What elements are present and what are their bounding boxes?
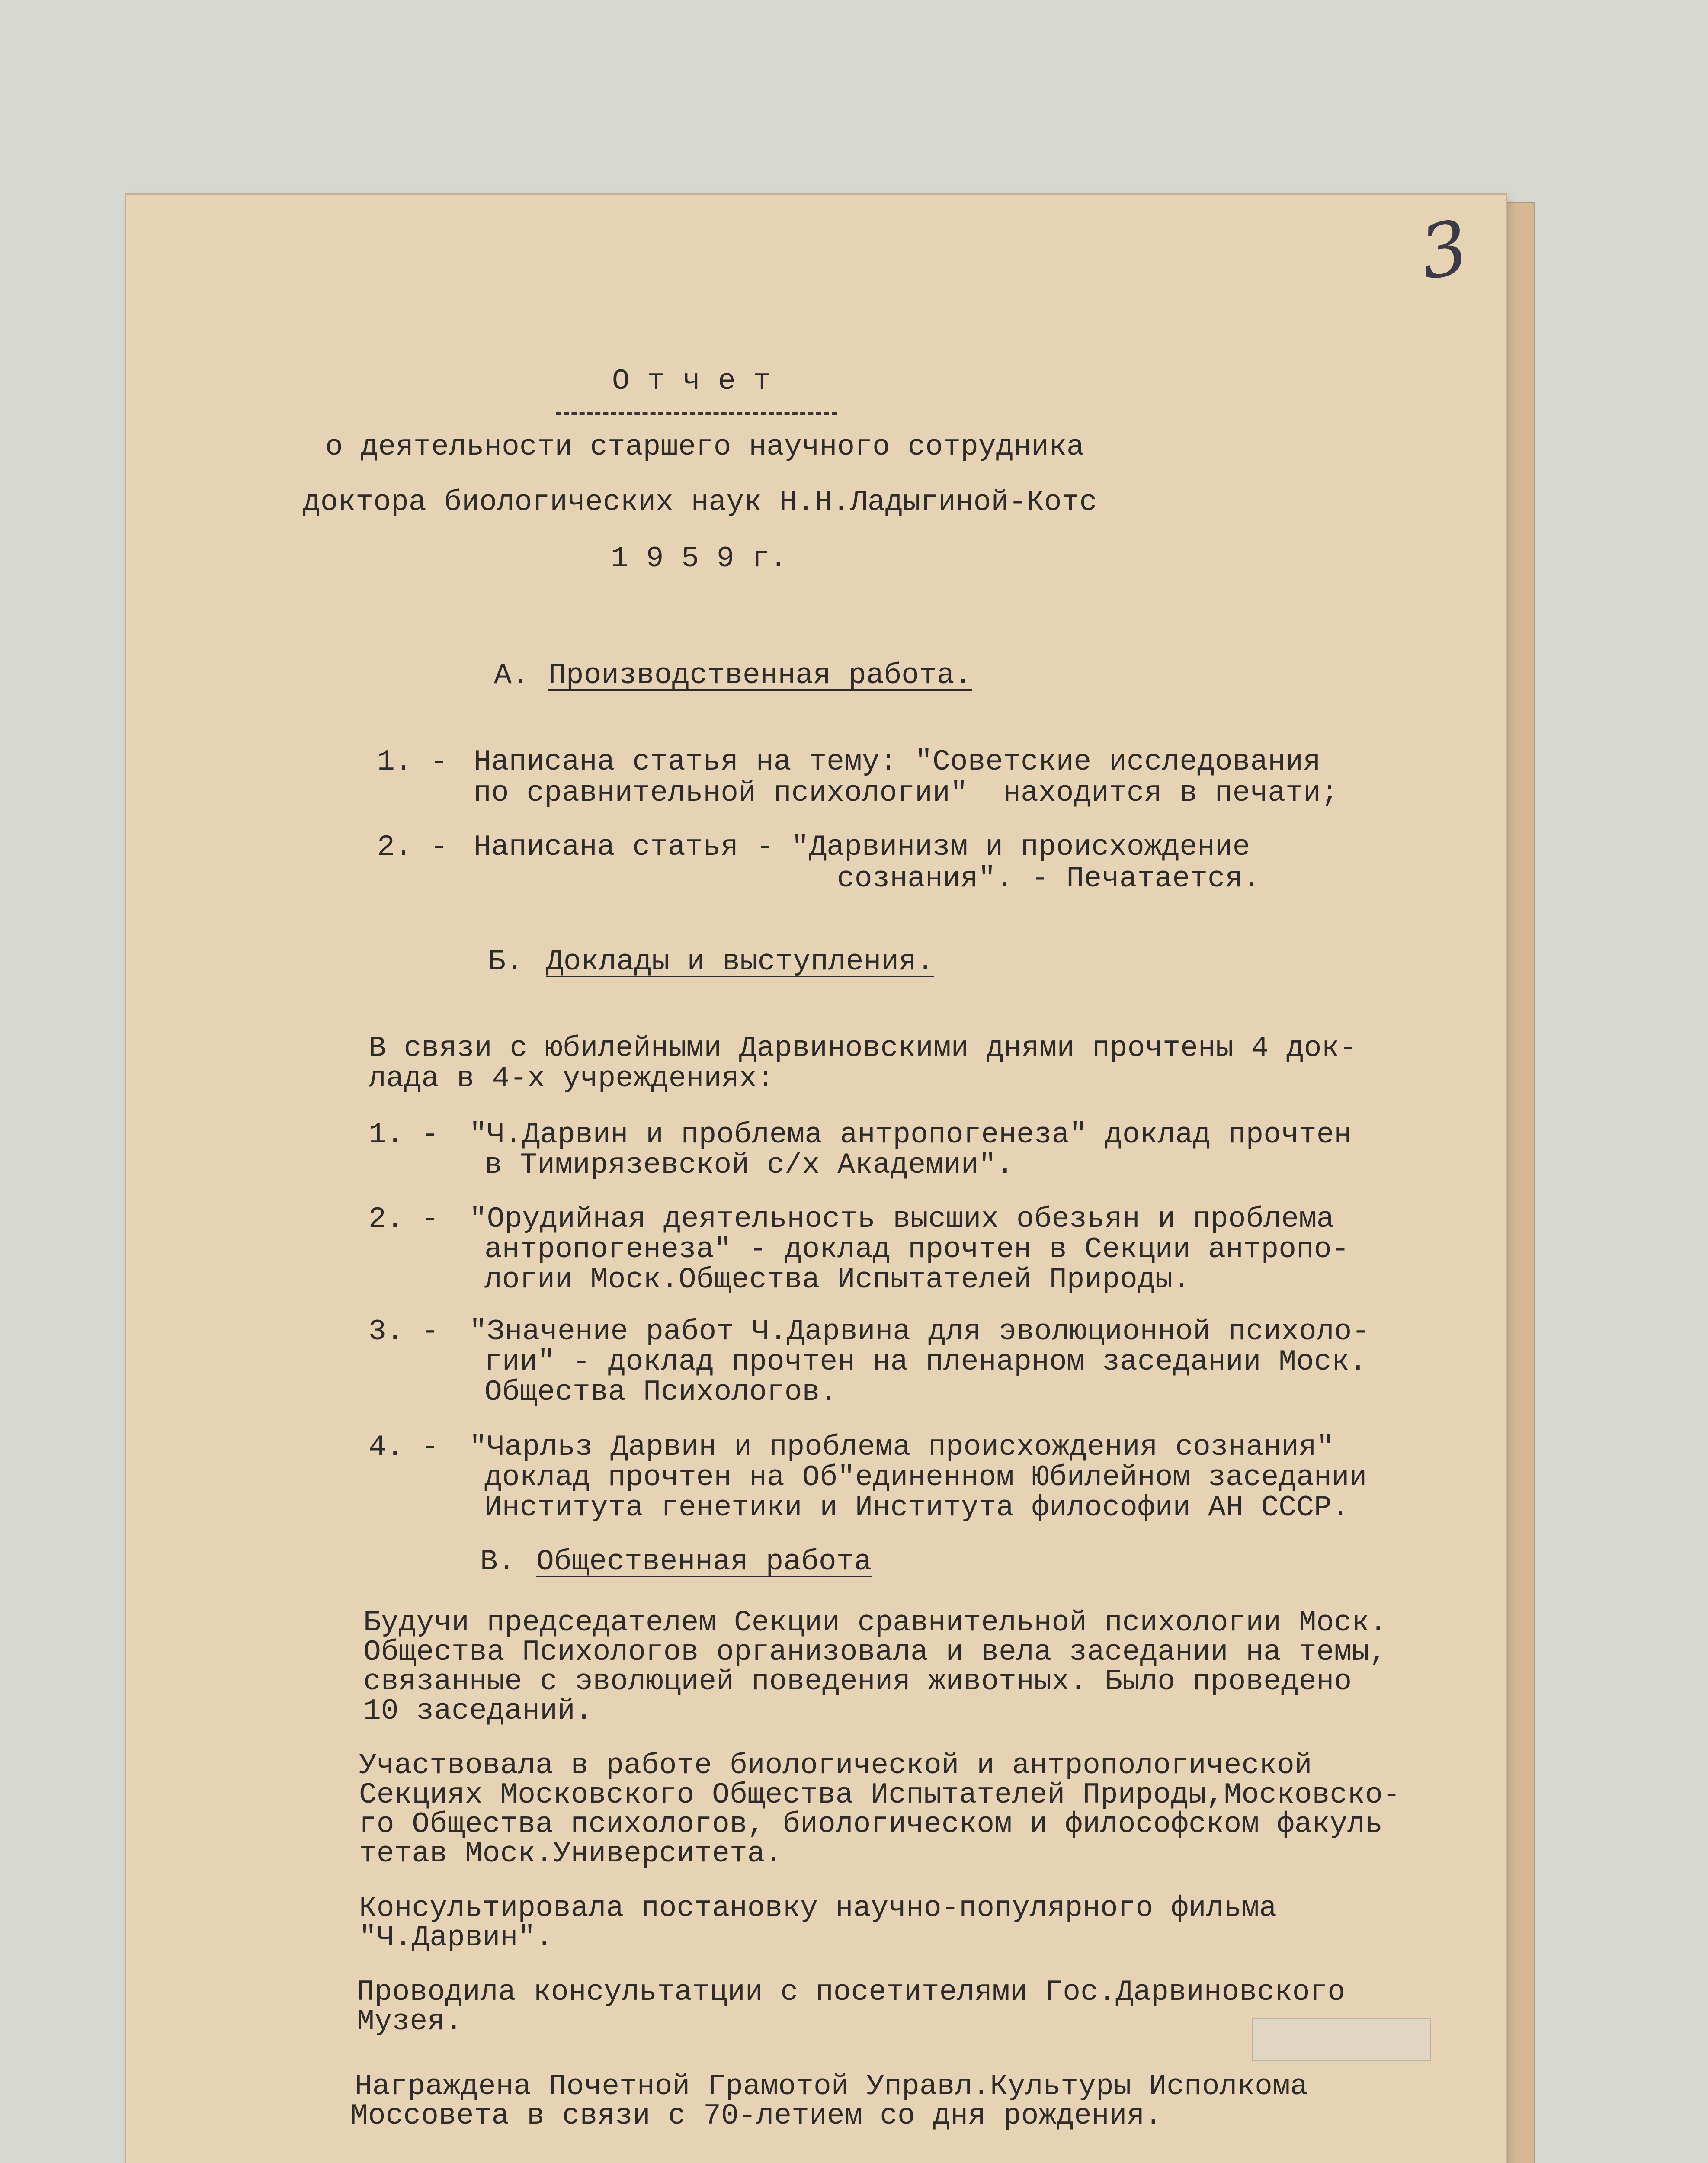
section-c-para-5-line-2: Моссовета в связи с 70-летием со дня рождения. <box>350 2099 1163 2133</box>
section-c-para-2-line-4: тетав Моск.Университета. <box>359 1837 783 1871</box>
section-b-item-4-line-1: "Чарльз Дарвин и проблема происхождения сознания" <box>469 1431 1334 1464</box>
section-b-item-3-line-2: гии" - доклад прочтен на пленарном заседании Моск. <box>484 1345 1367 1379</box>
section-a-item-1-line-2: по сравнительной психологии" находится в печати; <box>474 777 1339 810</box>
section-b-item-1-line-2: в Тимирязевской с/х Академии". <box>484 1149 1014 1182</box>
section-c-para-1-line-3: связанные с эволюцией поведения животных. Было проведено <box>363 1665 1352 1698</box>
section-b-item-4-line-3: Института генетики и Института философии АН СССР. <box>484 1491 1349 1524</box>
section-a-item-2-line-1: Написана статья - "Дарвинизм и происхождение <box>474 831 1250 864</box>
faded-archive-stamp <box>1252 2018 1431 2061</box>
section-b-item-3-number: 3. - <box>369 1315 439 1348</box>
section-b-item-2-line-1: "Орудийная деятельность высших обезьян и проблема <box>469 1203 1334 1236</box>
section-b-item-2-line-3: логии Моск.Общества Испытателей Природы. <box>484 1263 1191 1297</box>
section-b-item-4-line-2: доклад прочтен на Об"единенном Юбилейном заседании <box>484 1461 1367 1494</box>
document-title: О т ч е т <box>612 365 771 398</box>
section-b-item-3-line-3: Общества Психологов. <box>484 1376 838 1409</box>
section-b-item-1-line-1: "Ч.Дарвин и проблема антропогенеза" доклад прочтен <box>469 1118 1352 1152</box>
title-underline <box>556 412 837 415</box>
section-c-para-5-line-1: Награждена Почетной Грамотой Управл.Культуры Исполкома <box>355 2070 1308 2103</box>
section-b-heading: Доклады и выступления. <box>546 945 934 979</box>
section-c-para-1-line-2: Общества Психологов организовала и вела заседании на темы, <box>363 1636 1387 1669</box>
section-b-item-4-number: 4. - <box>369 1431 439 1464</box>
section-b-letter: Б. <box>488 945 523 979</box>
section-c-heading: Общественная работа <box>536 1545 872 1579</box>
section-c-para-3-line-1: Консультировала постановку научно-популярного фильма <box>359 1892 1277 1925</box>
section-b-item-1-number: 1. - <box>369 1118 439 1152</box>
section-c-para-1-line-4: 10 заседаний. <box>363 1694 593 1728</box>
section-c-para-3-line-2: "Ч.Дарвин". <box>359 1921 553 1954</box>
section-b-intro-line-1: В связи с юбилейными Дарвиновскими днями прочтены 4 док- <box>369 1032 1357 1065</box>
handwritten-page-number: 3 <box>1413 204 1475 297</box>
section-b-intro-line-2: лада в 4-х учреждениях: <box>369 1062 775 1095</box>
section-b-item-3-line-1: "Значение работ Ч.Дарвина для эволюционной психоло- <box>469 1315 1370 1348</box>
section-a-letter: А. <box>494 659 529 692</box>
section-c-letter: В. <box>480 1545 516 1579</box>
section-c-para-4-line-1: Проводила консультатции с посетителями Гос.Дарвиновского <box>357 1976 1346 2009</box>
section-b-item-2-number: 2. - <box>369 1203 439 1236</box>
subtitle-line-1: о деятельности старшего научного сотрудника <box>325 430 1084 464</box>
section-a-item-2-number: 2. - <box>377 831 448 864</box>
section-c-para-2-line-3: го Общества психологов, биологическом и философском факуль <box>359 1808 1383 1841</box>
report-year: 1 9 5 9 г. <box>611 542 788 575</box>
section-c-para-1-line-1: Будучи председателем Секции сравнительной психологии Моск. <box>363 1606 1387 1640</box>
section-c-para-4-line-2: Музея. <box>357 2005 463 2038</box>
section-a-item-1-line-1: Написана статья на тему: "Советские исследования <box>474 745 1321 779</box>
section-c-para-2-line-2: Секциях Московского Общества Испытателей Природы,Московско- <box>359 1778 1400 1812</box>
section-a-item-1-number: 1. - <box>377 745 448 779</box>
section-b-item-2-line-2: антропогенеза" - доклад прочтен в Секции антропо- <box>484 1233 1349 1266</box>
subtitle-line-2: доктора биологических наук Н.Н.Ладыгиной-Котс <box>303 486 1097 519</box>
section-a-item-2-line-2: сознания". - Печатается. <box>837 862 1261 895</box>
section-c-para-2-line-1: Участвовала в работе биологической и антропологической <box>359 1749 1312 1782</box>
section-a-heading: Производственная работа. <box>548 659 972 692</box>
